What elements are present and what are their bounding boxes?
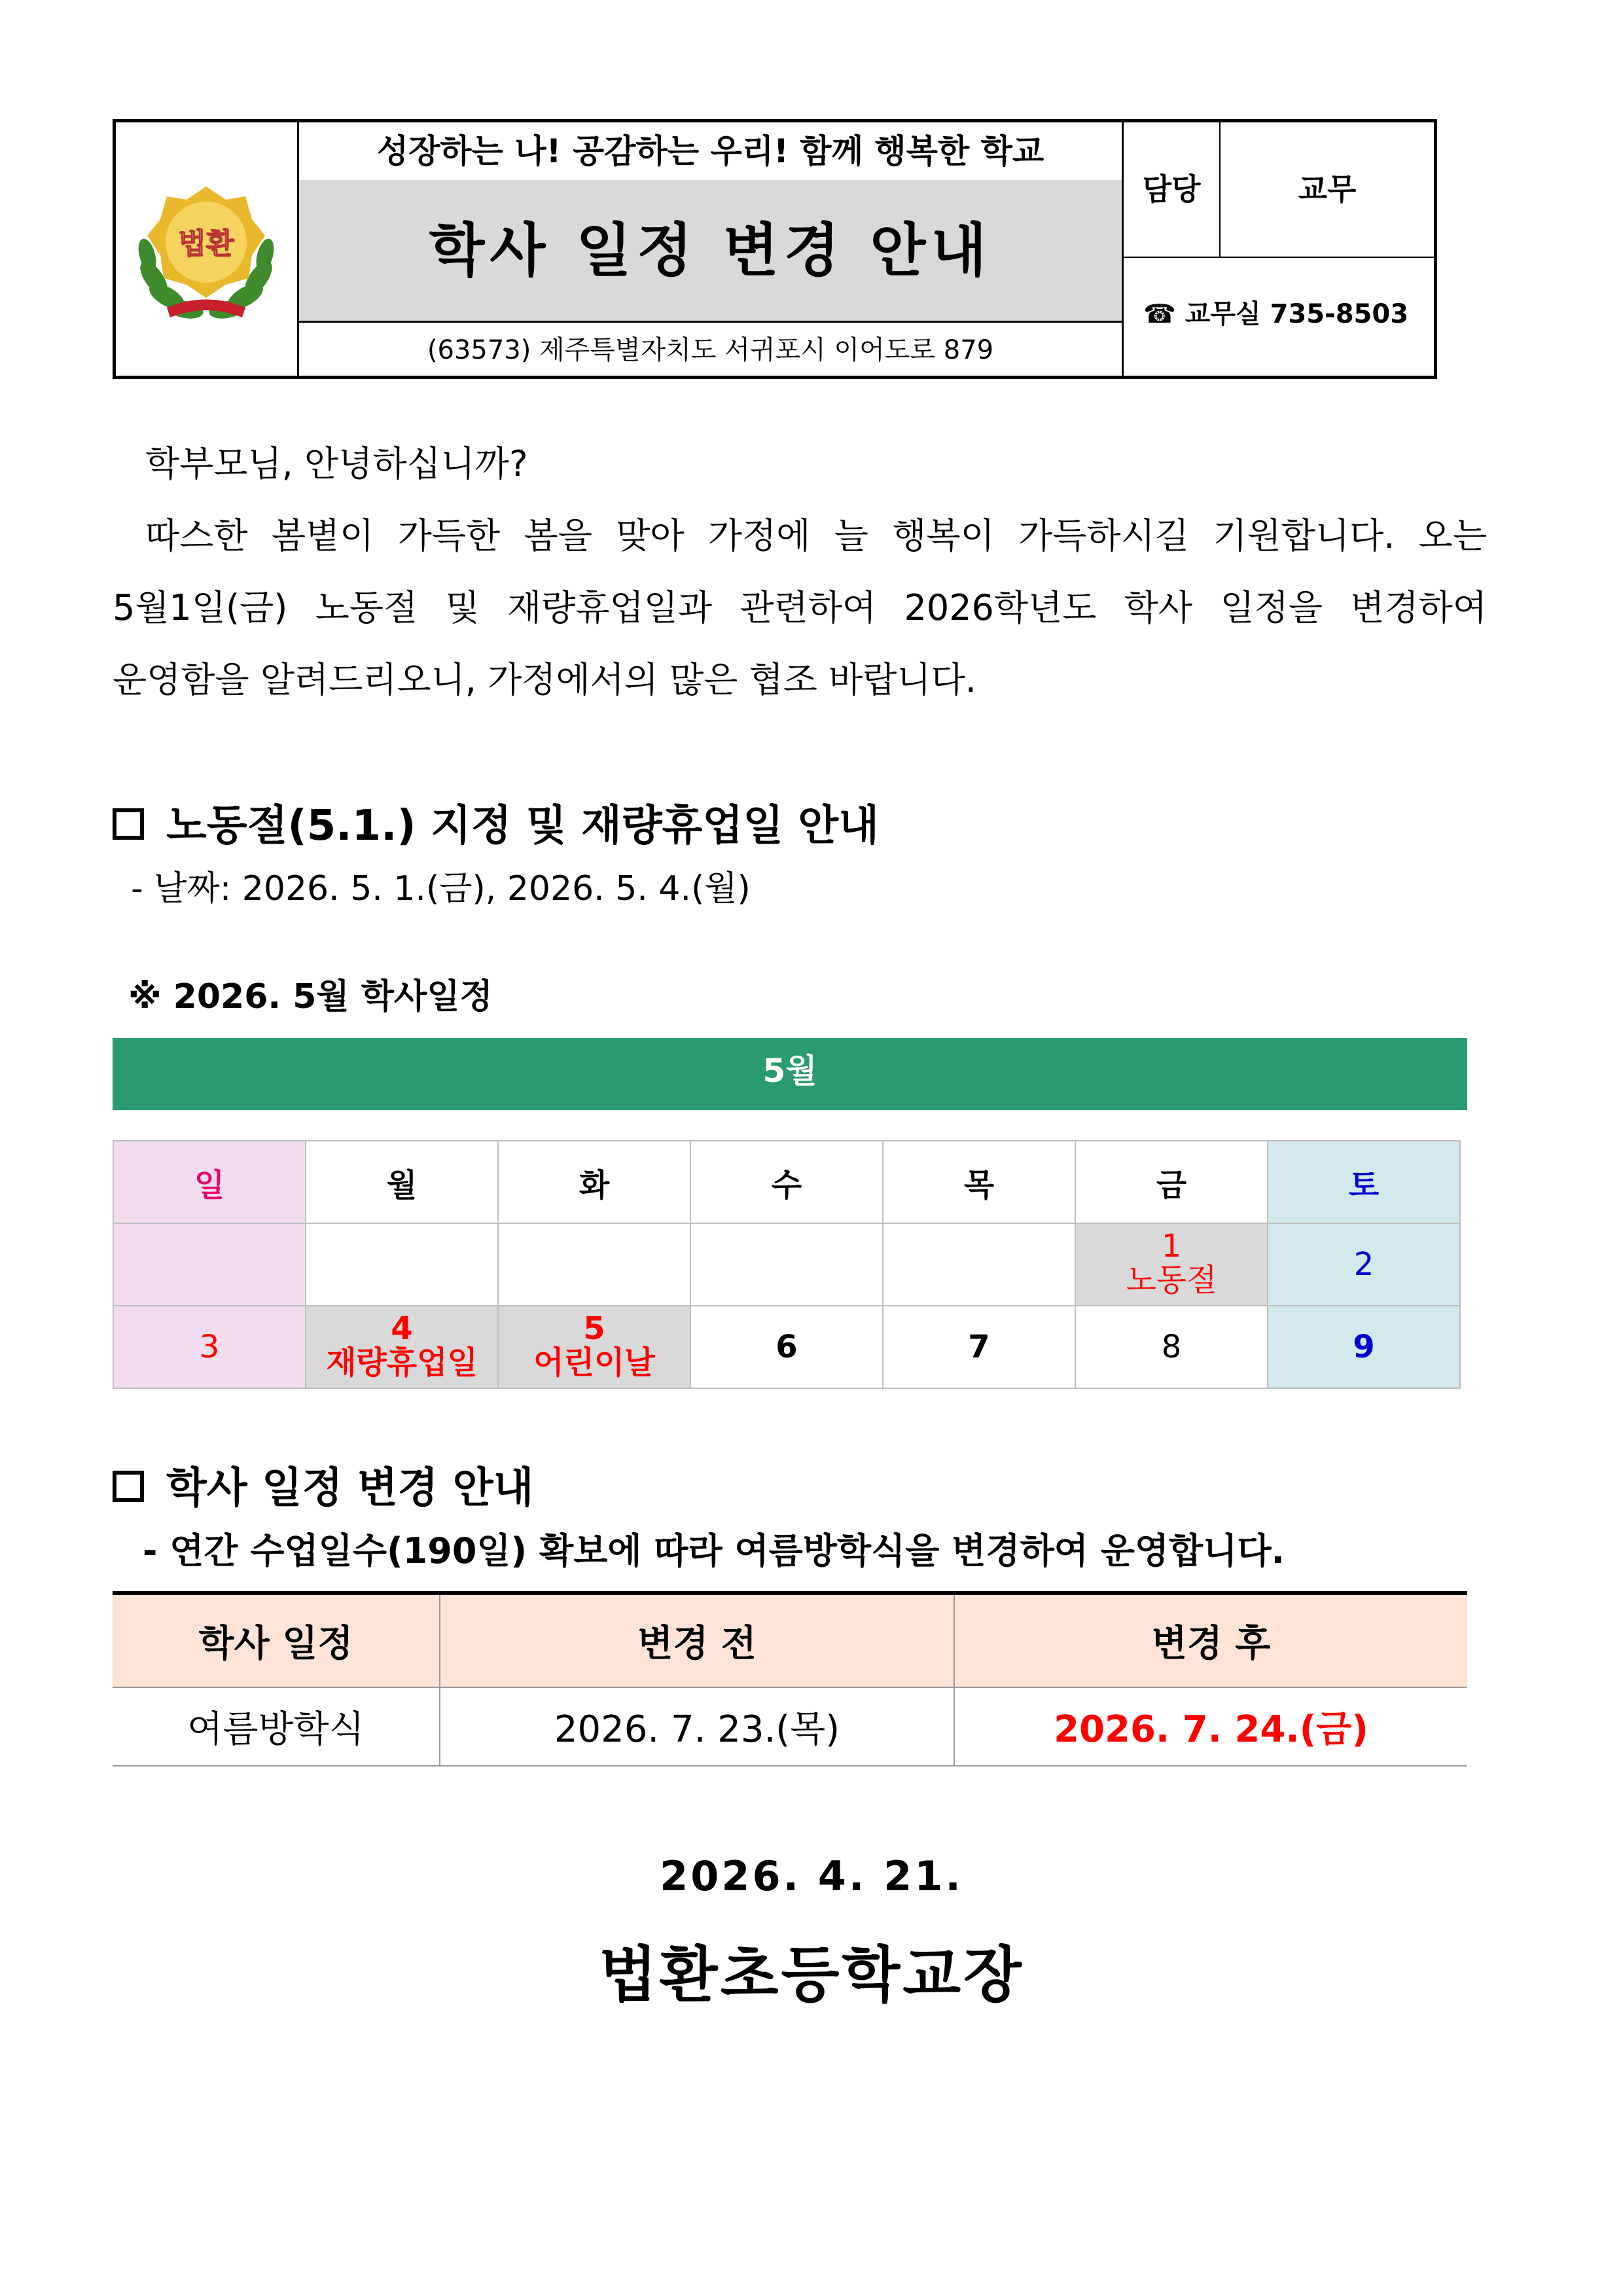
logo-cell	[116, 122, 299, 376]
letter-line-2: 5월1일(금) 노동절 및 재량휴업일과 관련하여 2026학년도 학사 일정을 변경하여	[113, 587, 1487, 628]
day-cell-saturday	[1268, 1223, 1460, 1306]
day-cell-holiday	[1075, 1223, 1268, 1306]
principal-signature: 법환초등학교장	[598, 1940, 1025, 2010]
header-box	[113, 119, 1437, 379]
letter-line-1: 따스한 봄볕이 가득한 봄을 맞아 가정에 늘 행복이 가득하시길 기원합니다. 오는	[145, 515, 1487, 556]
day-number: 2	[1353, 1246, 1374, 1283]
calendar-heading: ※ 2026. 5월 학사일정	[128, 977, 493, 1016]
day-number: 9	[1353, 1329, 1375, 1365]
logo-text: 법환	[178, 227, 234, 260]
title-cell	[299, 122, 1124, 376]
day-cell-saturday	[1268, 1306, 1460, 1388]
week-row-2	[113, 1306, 1460, 1388]
section-title: 학사 일정 변경 안내	[166, 1464, 534, 1513]
letter-line-3: 운영함을 알려드리오니, 가정에서의 많은 협조 바랍니다.	[113, 659, 976, 700]
weekday-sun: 일	[113, 1141, 306, 1223]
issue-date: 2026. 4. 21.	[660, 1852, 963, 1900]
weekday-fri: 금	[1075, 1141, 1268, 1223]
day-cell	[883, 1306, 1075, 1388]
header-event: 학사 일정	[113, 1593, 440, 1687]
phone-number: ☎ 교무실 735-8503	[1124, 257, 1434, 376]
greeting: 학부모님, 안녕하십니까?	[145, 443, 528, 484]
checkbox-bullet-icon	[113, 1471, 144, 1502]
day-cell	[113, 1223, 306, 1306]
section-schedule-change	[113, 1454, 533, 1515]
day-cell-holiday	[306, 1306, 498, 1388]
date-after: 2026. 7. 24.(금)	[954, 1687, 1467, 1766]
day-cell	[1075, 1306, 1268, 1388]
holiday-label: 재량휴업일	[326, 1344, 478, 1381]
day-cell	[498, 1223, 690, 1306]
day-number: 1	[1161, 1228, 1182, 1265]
header-after: 변경 후	[954, 1593, 1467, 1687]
title-band	[299, 180, 1122, 321]
contact-cell	[1124, 122, 1434, 376]
school-slogan: 성장하는 나! 공감하는 우리! 함께 행복한 학교	[376, 132, 1044, 170]
holiday-label: 노동절	[1126, 1262, 1217, 1299]
day-number: 3	[199, 1329, 220, 1365]
day-cell-sunday	[113, 1306, 306, 1388]
schedule-change-table	[113, 1591, 1467, 1767]
checkbox-bullet-icon	[113, 808, 144, 840]
week-row-1	[113, 1223, 1460, 1306]
document-title: 학사 일정 변경 안내	[429, 217, 992, 284]
holiday-dates: - 날짜: 2026. 5. 1.(금), 2026. 5. 4.(월)	[131, 869, 751, 908]
day-cell	[690, 1223, 883, 1306]
day-cell	[690, 1306, 883, 1388]
holiday-label: 어린이날	[533, 1344, 655, 1381]
month-banner: 5월	[113, 1038, 1467, 1110]
table-header-row	[113, 1593, 1467, 1687]
day-number: 6	[776, 1329, 798, 1365]
manager-value: 교무	[1298, 171, 1357, 207]
section-labor-day	[113, 792, 879, 852]
weekday-wed: 수	[690, 1141, 883, 1223]
event-name: 여름방학식	[113, 1687, 440, 1766]
date-before: 2026. 7. 23.(목)	[440, 1687, 954, 1766]
day-number: 4	[391, 1310, 413, 1347]
section-title: 노동절(5.1.) 지정 및 재량휴업일 안내	[166, 802, 880, 850]
weekday-thu: 목	[883, 1141, 1075, 1223]
manager-label: 담당	[1124, 122, 1221, 257]
header-before: 변경 전	[440, 1593, 954, 1687]
day-cell	[883, 1223, 1075, 1306]
day-number: 5	[583, 1310, 605, 1347]
day-number: 7	[968, 1329, 990, 1365]
weekday-sat: 토	[1268, 1141, 1460, 1223]
day-cell-holiday	[498, 1306, 690, 1388]
day-cell	[306, 1223, 498, 1306]
school-logo	[128, 180, 285, 324]
weekday-tue: 화	[498, 1141, 690, 1223]
school-address: (63573) 제주특별자치도 서귀포시 이어도로 879	[299, 321, 1122, 376]
schedule-change-note: - 연간 수업일수(190일) 확보에 따라 여름방학식을 변경하여 운영합니다.	[143, 1530, 1285, 1571]
day-number: 8	[1161, 1329, 1182, 1365]
weekday-mon: 월	[306, 1141, 498, 1223]
table-row	[113, 1687, 1467, 1766]
may-calendar	[113, 1140, 1461, 1389]
weekday-header-row	[113, 1141, 1460, 1223]
